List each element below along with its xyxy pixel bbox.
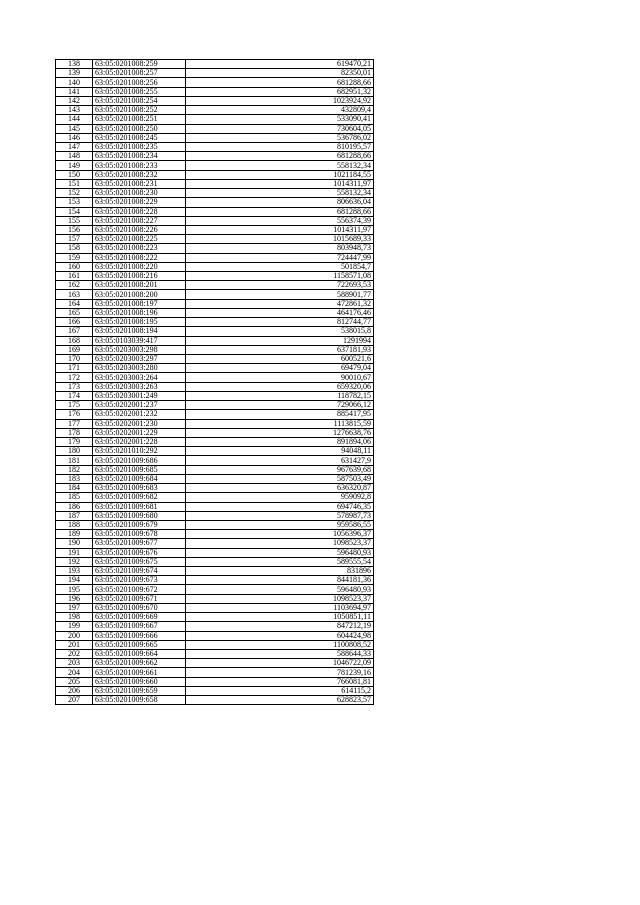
cadastral-number-cell: 63:05:0201009:661	[93, 668, 186, 677]
cadastral-value-cell: 729066,12	[186, 401, 374, 410]
row-number-cell: 191	[56, 548, 93, 557]
row-number-cell: 160	[56, 262, 93, 271]
table-row	[56, 382, 374, 391]
cadastral-number-cell: 63:05:0201008:220	[93, 262, 186, 271]
cadastral-value-cell: 659320,06	[186, 382, 374, 391]
row-number-cell: 163	[56, 290, 93, 299]
row-number-cell: 193	[56, 567, 93, 576]
cadastral-value-cell: 501854,7	[186, 262, 374, 271]
row-number-cell: 197	[56, 603, 93, 612]
cadastral-number-cell: 63:05:0201009:671	[93, 594, 186, 603]
row-number-cell: 167	[56, 327, 93, 336]
cadastral-value-cell: 847212,19	[186, 622, 374, 631]
cadastral-value-cell: 1098523,37	[186, 594, 374, 603]
cadastral-number-cell: 63:05:0201008:200	[93, 290, 186, 299]
cadastral-number-cell: 63:05:0201008:222	[93, 253, 186, 262]
cadastral-value-cell: 1015689,33	[186, 235, 374, 244]
cadastral-value-cell: 810195,57	[186, 142, 374, 151]
table-body	[56, 60, 374, 705]
cadastral-number-cell: 63:05:0201008:257	[93, 69, 186, 78]
cadastral-value-cell: 1113815,59	[186, 419, 374, 428]
row-number-cell: 168	[56, 336, 93, 345]
table-row	[56, 106, 374, 115]
cadastral-value-cell: 533090,41	[186, 115, 374, 124]
row-number-cell: 203	[56, 659, 93, 668]
cadastral-number-cell: 63:05:0201009:680	[93, 511, 186, 520]
row-number-cell: 155	[56, 216, 93, 225]
cadastral-value-cell: 1021184,55	[186, 170, 374, 179]
table-row	[56, 225, 374, 234]
cadastral-number-cell: 63:05:0201008:254	[93, 96, 186, 105]
row-number-cell: 156	[56, 225, 93, 234]
cadastral-number-cell: 63:05:0203003:280	[93, 364, 186, 373]
cadastral-value-cell: 1046722,09	[186, 659, 374, 668]
row-number-cell: 170	[56, 355, 93, 364]
table-row	[56, 585, 374, 594]
cadastral-number-cell: 63:05:0201009:665	[93, 640, 186, 649]
cadastral-value-cell: 82350,01	[186, 69, 374, 78]
row-number-cell: 159	[56, 253, 93, 262]
table-row	[56, 115, 374, 124]
cadastral-value-cell: 472861,32	[186, 299, 374, 308]
row-number-cell: 185	[56, 493, 93, 502]
cadastral-number-cell: 63:05:0201008:227	[93, 216, 186, 225]
cadastral-number-cell: 63:05:0202001:230	[93, 419, 186, 428]
table-row	[56, 189, 374, 198]
cadastral-number-cell: 63:05:0203003:263	[93, 382, 186, 391]
row-number-cell: 148	[56, 152, 93, 161]
cadastral-value-cell: 464176,46	[186, 308, 374, 317]
row-number-cell: 174	[56, 391, 93, 400]
cadastral-number-cell: 63:05:0201009:669	[93, 613, 186, 622]
cadastral-value-cell: 1023924,92	[186, 96, 374, 105]
row-number-cell: 153	[56, 198, 93, 207]
table-row	[56, 235, 374, 244]
row-number-cell: 200	[56, 631, 93, 640]
cadastral-number-cell: 63:05:0203001:249	[93, 391, 186, 400]
table-row	[56, 456, 374, 465]
cadastral-value-cell: 636320,87	[186, 484, 374, 493]
row-number-cell: 201	[56, 640, 93, 649]
cadastral-number-cell: 63:05:0201009:682	[93, 493, 186, 502]
cadastral-value-cell: 1276638,76	[186, 428, 374, 437]
table-row	[56, 345, 374, 354]
cadastral-number-cell: 63:05:0201009:681	[93, 502, 186, 511]
cadastral-value-cell: 588901,77	[186, 290, 374, 299]
row-number-cell: 194	[56, 576, 93, 585]
cadastral-value-cell: 94048,11	[186, 447, 374, 456]
table-row	[56, 391, 374, 400]
cadastral-number-cell: 63:05:0201008:250	[93, 124, 186, 133]
cadastral-value-cell: 681288,66	[186, 152, 374, 161]
row-number-cell: 205	[56, 677, 93, 686]
row-number-cell: 169	[56, 345, 93, 354]
cadastral-value-cell: 730604,05	[186, 124, 374, 133]
cadastral-number-cell: 63:05:0201008:255	[93, 87, 186, 96]
row-number-cell: 138	[56, 60, 93, 69]
cadastral-value-cell: 959092,8	[186, 493, 374, 502]
cadastral-value-cell: 432809,4	[186, 106, 374, 115]
table-row	[56, 69, 374, 78]
cadastral-value-cell: 604424,98	[186, 631, 374, 640]
row-number-cell: 151	[56, 179, 93, 188]
cadastral-number-cell: 63:05:0201009:683	[93, 484, 186, 493]
cadastral-number-cell: 63:05:0201008:226	[93, 225, 186, 234]
cadastral-value-cell: 1100808,52	[186, 640, 374, 649]
table-row	[56, 668, 374, 677]
cadastral-number-cell: 63:05:0201008:228	[93, 207, 186, 216]
row-number-cell: 183	[56, 474, 93, 483]
cadastral-value-cell: 812744,77	[186, 318, 374, 327]
table-row	[56, 87, 374, 96]
row-number-cell: 154	[56, 207, 93, 216]
cadastral-value-cell: 637181,93	[186, 345, 374, 354]
row-number-cell: 162	[56, 281, 93, 290]
cadastral-value-cell: 803948,73	[186, 244, 374, 253]
table-row	[56, 465, 374, 474]
cadastral-value-table	[55, 59, 374, 705]
cadastral-value-cell: 722693,53	[186, 281, 374, 290]
cadastral-number-cell: 63:05:0201009:676	[93, 548, 186, 557]
row-number-cell: 161	[56, 272, 93, 281]
table-row	[56, 631, 374, 640]
cadastral-number-cell: 63:05:0201009:684	[93, 474, 186, 483]
row-number-cell: 195	[56, 585, 93, 594]
table-row	[56, 318, 374, 327]
cadastral-number-cell: 63:05:0202001:228	[93, 437, 186, 446]
table-row	[56, 262, 374, 271]
table-row	[56, 272, 374, 281]
row-number-cell: 177	[56, 419, 93, 428]
row-number-cell: 146	[56, 133, 93, 142]
table-row	[56, 290, 374, 299]
table-row	[56, 437, 374, 446]
cadastral-number-cell: 63:05:0201008:259	[93, 60, 186, 69]
cadastral-value-cell: 596480,93	[186, 585, 374, 594]
table-row	[56, 677, 374, 686]
table-row	[56, 686, 374, 695]
cadastral-value-cell: 538015,8	[186, 327, 374, 336]
table-row	[56, 327, 374, 336]
table-row	[56, 696, 374, 705]
cadastral-value-cell: 959586,55	[186, 520, 374, 529]
table-row	[56, 484, 374, 493]
cadastral-value-cell: 967639,68	[186, 465, 374, 474]
row-number-cell: 179	[56, 437, 93, 446]
row-number-cell: 192	[56, 557, 93, 566]
cadastral-value-cell: 558132,34	[186, 189, 374, 198]
row-number-cell: 190	[56, 539, 93, 548]
row-number-cell: 187	[56, 511, 93, 520]
cadastral-number-cell: 63:05:0201009:675	[93, 557, 186, 566]
table-row	[56, 308, 374, 317]
cadastral-number-cell: 63:05:0201009:677	[93, 539, 186, 548]
table-row	[56, 299, 374, 308]
cadastral-value-cell: 556374,39	[186, 216, 374, 225]
table-row	[56, 364, 374, 373]
table-row	[56, 493, 374, 502]
row-number-cell: 176	[56, 410, 93, 419]
table-row	[56, 520, 374, 529]
table-row	[56, 502, 374, 511]
cadastral-number-cell: 63:05:0201009:679	[93, 520, 186, 529]
cadastral-value-cell: 681288,66	[186, 78, 374, 87]
table-row	[56, 603, 374, 612]
cadastral-value-cell: 587503,49	[186, 474, 374, 483]
cadastral-number-cell: 63:05:0202001:232	[93, 410, 186, 419]
cadastral-value-cell: 558132,34	[186, 161, 374, 170]
cadastral-number-cell: 63:05:0201009:658	[93, 696, 186, 705]
cadastral-number-cell: 63:05:0201009:678	[93, 530, 186, 539]
row-number-cell: 204	[56, 668, 93, 677]
cadastral-value-cell: 844181,36	[186, 576, 374, 585]
cadastral-number-cell: 63:05:0203003:264	[93, 373, 186, 382]
cadastral-number-cell: 63:05:0201009:667	[93, 622, 186, 631]
row-number-cell: 141	[56, 87, 93, 96]
cadastral-number-cell: 63:05:0201009:685	[93, 465, 186, 474]
table-row	[56, 142, 374, 151]
row-number-cell: 152	[56, 189, 93, 198]
cadastral-number-cell: 63:05:0201008:216	[93, 272, 186, 281]
cadastral-value-cell: 831896	[186, 567, 374, 576]
cadastral-number-cell: 63:05:0201009:673	[93, 576, 186, 585]
row-number-cell: 184	[56, 484, 93, 493]
table-row	[56, 410, 374, 419]
table-row	[56, 161, 374, 170]
row-number-cell: 143	[56, 106, 93, 115]
row-number-cell: 198	[56, 613, 93, 622]
table-row	[56, 133, 374, 142]
row-number-cell: 158	[56, 244, 93, 253]
table-row	[56, 96, 374, 105]
cadastral-number-cell: 63:05:0201008:223	[93, 244, 186, 253]
cadastral-number-cell: 63:05:0201008:197	[93, 299, 186, 308]
cadastral-value-cell: 891894,06	[186, 437, 374, 446]
cadastral-value-cell: 619470,21	[186, 60, 374, 69]
table-row	[56, 576, 374, 585]
cadastral-number-cell: 63:05:0201008:194	[93, 327, 186, 336]
cadastral-number-cell: 63:05:0201009:664	[93, 650, 186, 659]
table-row	[56, 557, 374, 566]
table-row	[56, 613, 374, 622]
cadastral-value-cell: 681288,66	[186, 207, 374, 216]
table-row	[56, 198, 374, 207]
row-number-cell: 166	[56, 318, 93, 327]
cadastral-number-cell: 63:05:0201008:229	[93, 198, 186, 207]
row-number-cell: 202	[56, 650, 93, 659]
table-row	[56, 474, 374, 483]
cadastral-value-cell: 536786,02	[186, 133, 374, 142]
table-row	[56, 511, 374, 520]
cadastral-number-cell: 63:05:0201008:195	[93, 318, 186, 327]
row-number-cell: 164	[56, 299, 93, 308]
table-row	[56, 650, 374, 659]
cadastral-number-cell: 63:05:0203003:297	[93, 355, 186, 364]
cadastral-number-cell: 63:05:0201008:251	[93, 115, 186, 124]
cadastral-value-cell: 1098523,37	[186, 539, 374, 548]
table-row	[56, 428, 374, 437]
cadastral-number-cell: 63:05:0201008:233	[93, 161, 186, 170]
cadastral-value-cell: 1103694,97	[186, 603, 374, 612]
cadastral-value-cell: 806636,04	[186, 198, 374, 207]
cadastral-value-cell: 781239,16	[186, 668, 374, 677]
table-row	[56, 539, 374, 548]
cadastral-number-cell: 63:05:0201008:256	[93, 78, 186, 87]
row-number-cell: 182	[56, 465, 93, 474]
cadastral-number-cell: 63:05:0201010:292	[93, 447, 186, 456]
cadastral-number-cell: 63:05:0201009:670	[93, 603, 186, 612]
row-number-cell: 206	[56, 686, 93, 695]
cadastral-number-cell: 63:05:0201008:196	[93, 308, 186, 317]
row-number-cell: 171	[56, 364, 93, 373]
cadastral-number-cell: 63:05:0201009:659	[93, 686, 186, 695]
cadastral-value-cell: 1056396,37	[186, 530, 374, 539]
table-row	[56, 281, 374, 290]
table-row	[56, 253, 374, 262]
table-row	[56, 622, 374, 631]
table-row	[56, 78, 374, 87]
cadastral-value-cell: 885417,95	[186, 410, 374, 419]
table-row	[56, 419, 374, 428]
row-number-cell: 142	[56, 96, 93, 105]
table-row	[56, 401, 374, 410]
table-row	[56, 355, 374, 364]
cadastral-number-cell: 63:05:0201008:201	[93, 281, 186, 290]
cadastral-value-cell: 1014311,97	[186, 225, 374, 234]
table-row	[56, 244, 374, 253]
cadastral-number-cell: 63:05:0201008:245	[93, 133, 186, 142]
row-number-cell: 150	[56, 170, 93, 179]
cadastral-number-cell: 63:05:0201009:672	[93, 585, 186, 594]
row-number-cell: 175	[56, 401, 93, 410]
cadastral-value-cell: 694746,35	[186, 502, 374, 511]
row-number-cell: 140	[56, 78, 93, 87]
table-row	[56, 207, 374, 216]
row-number-cell: 180	[56, 447, 93, 456]
row-number-cell: 145	[56, 124, 93, 133]
cadastral-value-cell: 1014311,97	[186, 179, 374, 188]
cadastral-number-cell: 63:05:0201009:660	[93, 677, 186, 686]
cadastral-value-cell: 631427,9	[186, 456, 374, 465]
cadastral-value-cell: 614115,2	[186, 686, 374, 695]
row-number-cell: 139	[56, 69, 93, 78]
table-row	[56, 530, 374, 539]
cadastral-number-cell: 63:05:0201009:686	[93, 456, 186, 465]
row-number-cell: 149	[56, 161, 93, 170]
row-number-cell: 178	[56, 428, 93, 437]
cadastral-value-cell: 578987,73	[186, 511, 374, 520]
cadastral-value-cell: 596480,93	[186, 548, 374, 557]
cadastral-value-cell: 69479,04	[186, 364, 374, 373]
row-number-cell: 157	[56, 235, 93, 244]
table-row	[56, 640, 374, 649]
cadastral-value-cell: 600521,6	[186, 355, 374, 364]
cadastral-number-cell: 63:05:0201009:666	[93, 631, 186, 640]
cadastral-number-cell: 63:05:0201008:230	[93, 189, 186, 198]
cadastral-number-cell: 63:05:0201008:252	[93, 106, 186, 115]
row-number-cell: 181	[56, 456, 93, 465]
row-number-cell: 172	[56, 373, 93, 382]
cadastral-value-cell: 588644,33	[186, 650, 374, 659]
cadastral-value-cell: 724447,99	[186, 253, 374, 262]
row-number-cell: 144	[56, 115, 93, 124]
cadastral-number-cell: 63:05:0202001:237	[93, 401, 186, 410]
cadastral-number-cell: 63:05:0203003:298	[93, 345, 186, 354]
cadastral-number-cell: 63:05:0201008:231	[93, 179, 186, 188]
cadastral-value-cell: 682951,32	[186, 87, 374, 96]
cadastral-value-cell: 1050851,11	[186, 613, 374, 622]
table-row	[56, 170, 374, 179]
table-row	[56, 594, 374, 603]
table-row	[56, 216, 374, 225]
table-row	[56, 447, 374, 456]
row-number-cell: 188	[56, 520, 93, 529]
row-number-cell: 173	[56, 382, 93, 391]
cadastral-value-cell: 118782,15	[186, 391, 374, 400]
row-number-cell: 165	[56, 308, 93, 317]
table-row	[56, 179, 374, 188]
cadastral-number-cell: 63:05:0201009:674	[93, 567, 186, 576]
row-number-cell: 186	[56, 502, 93, 511]
cadastral-number-cell: 63:05:0202001:229	[93, 428, 186, 437]
row-number-cell: 196	[56, 594, 93, 603]
cadastral-value-cell: 589555,54	[186, 557, 374, 566]
cadastral-value-cell: 90010,67	[186, 373, 374, 382]
table-row	[56, 659, 374, 668]
table-row	[56, 124, 374, 133]
table-row	[56, 60, 374, 69]
table-row	[56, 373, 374, 382]
cadastral-number-cell: 63:05:0103039:417	[93, 336, 186, 345]
cadastral-value-cell: 628823,57	[186, 696, 374, 705]
row-number-cell: 199	[56, 622, 93, 631]
row-number-cell: 147	[56, 142, 93, 151]
cadastral-number-cell: 63:05:0201008:225	[93, 235, 186, 244]
cadastral-value-cell: 1291994	[186, 336, 374, 345]
table-row	[56, 567, 374, 576]
cadastral-number-cell: 63:05:0201008:235	[93, 142, 186, 151]
table-row	[56, 548, 374, 557]
cadastral-value-cell: 1158571,08	[186, 272, 374, 281]
table-row	[56, 152, 374, 161]
row-number-cell: 189	[56, 530, 93, 539]
cadastral-number-cell: 63:05:0201009:662	[93, 659, 186, 668]
cadastral-value-cell: 766081,81	[186, 677, 374, 686]
cadastral-number-cell: 63:05:0201008:234	[93, 152, 186, 161]
table-row	[56, 336, 374, 345]
cadastral-number-cell: 63:05:0201008:232	[93, 170, 186, 179]
row-number-cell: 207	[56, 696, 93, 705]
